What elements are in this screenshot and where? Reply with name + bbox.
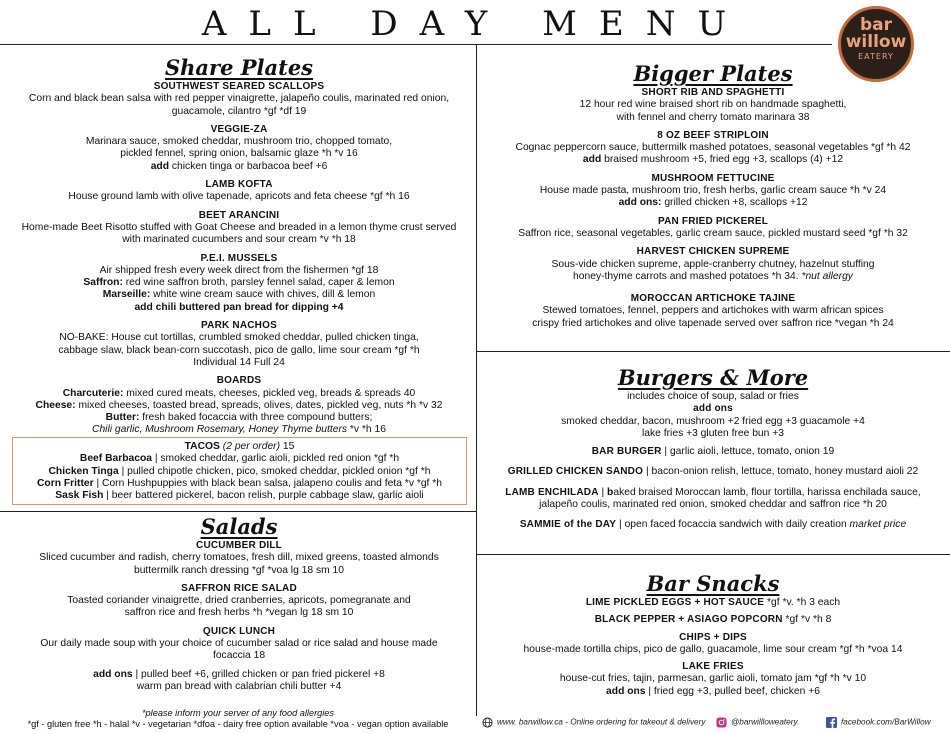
add-label: add — [150, 160, 170, 172]
item-desc — [4, 424, 474, 436]
item-name: SAMMIE of the DAY — [519, 519, 617, 531]
item-name: MOROCCAN ARTICHOKE TAJINE — [630, 293, 796, 305]
instagram-text: @barwillloweatery. — [731, 717, 800, 727]
item-desc: buttermilk ranch dressing *gf *voa lg 18 sm 10 — [133, 564, 345, 576]
nut-allergy-note: *nut allergy — [801, 270, 853, 282]
share-plates-heading: Share Plates — [164, 55, 314, 80]
menu-item-harvest-chicken — [478, 246, 948, 283]
burgers-section — [478, 365, 948, 538]
item-desc: Corn and black bean salsa with red pepper vinaigrette, jalapeño coulis, marinated red onion, — [28, 93, 450, 105]
add-ons-label: add ons — [93, 668, 133, 680]
item-desc: cabbage slaw, black bean-corn succotash, pico de gallo, lime sour cream *gf *h — [58, 344, 420, 356]
salads-section — [4, 514, 474, 699]
column-divider — [476, 44, 477, 716]
item-name: CUCUMBER DILL — [196, 540, 282, 551]
instagram-link[interactable] — [716, 717, 799, 728]
menu-item-lamb-enchilada — [478, 487, 948, 512]
tacos-name: TACOS — [184, 441, 220, 452]
item-desc: *gf *v *h 8 — [782, 614, 832, 626]
item-name: VEGGIE-ZA — [210, 123, 268, 135]
menu-item-artichoke-tajine — [478, 293, 948, 330]
add-label: add — [582, 154, 602, 166]
item-name: BOARDS — [216, 375, 262, 387]
add-ons-text: smoked cheddar, bacon, mushroom +2 fried egg +3 guacamole +4 — [561, 415, 865, 427]
item-name: QUICK LUNCH — [202, 625, 276, 637]
intro-text: includes choice of soup, salad or fries — [627, 391, 799, 402]
cheese-label: Cheese: — [35, 399, 76, 411]
marseille-text: white wine cream sauce with chives, dill & lemon — [150, 289, 376, 301]
item-desc: guacamole, cilantro *gf *df 19 — [171, 105, 307, 117]
charcuterie-text: mixed cured meats, cheeses, pickled veg, breads & spreads 40 — [123, 387, 416, 399]
item-desc — [4, 161, 474, 173]
item-desc: house-made tortilla chips, pico de gallo, guacamole, lime sour cream *gf *h *voa 14 — [523, 643, 903, 655]
item-desc — [4, 289, 474, 301]
item-desc — [4, 412, 474, 424]
add-ons-text: lake fries +3 gluten free bun +3 — [642, 427, 784, 439]
separator: | — [598, 486, 608, 498]
menu-item-lake-fries — [478, 661, 948, 698]
item-name: BLACK PEPPER + ASIAGO POPCORN — [594, 614, 783, 626]
item-desc: Home-made Beet Risotto stuffed with Goat Cheese and breaded in a lemon thyme crust served — [21, 221, 457, 233]
item-desc: House made pasta, mushroom trio, fresh herbs, garlic cream sauce *h *v 24 — [539, 185, 887, 197]
item-desc: with fennel and cherry tomato marinara 38 — [616, 111, 810, 123]
item-name: GRILLED CHICKEN SANDO — [507, 466, 644, 478]
item-desc: | garlic aioli, lettuce, tomato, onion 19 — [661, 446, 835, 458]
add-ons-text: warm pan bread with calabrian chili butter +4 — [136, 680, 342, 692]
saffron-label: Saffron: — [83, 277, 123, 289]
salad-add-ons — [4, 669, 474, 694]
charcuterie-label: Charcuterie: — [62, 387, 124, 399]
facebook-text: facebook.com/BarWillow — [841, 717, 931, 727]
item-desc: aked braised Moroccan lamb, flour tortilla, harissa enchilada sauce, — [613, 486, 921, 498]
item-name: P.E.I. MUSSELS — [200, 252, 278, 264]
item-name: LIME PICKLED EGGS + HOT SAUCE — [585, 597, 765, 608]
menu-item-short-rib — [478, 87, 948, 124]
taco-desc: | Corn Hushpuppies with black bean salsa, jalapeno coulis and feta *v *gf *h — [93, 477, 443, 489]
right-section-divider-2 — [477, 554, 950, 555]
item-desc: Individual 14 Full 24 — [193, 356, 285, 368]
item-desc — [4, 277, 474, 289]
item-desc: saffron rice and fresh herbs *h *vegan lg 18 sm 10 — [124, 607, 354, 619]
item-name: SOUTHWEST SEARED SCALLOPS — [153, 81, 325, 92]
item-desc: with marinated cucumbers and sour cream *v *h 18 — [122, 234, 356, 246]
left-section-divider — [0, 511, 476, 512]
bar-snacks-heading: Bar Snacks — [646, 571, 780, 596]
item-name: LAKE FRIES — [682, 661, 744, 673]
instagram-icon — [716, 717, 727, 728]
logo-line-2: willow — [845, 32, 907, 52]
menu-item-pan-fried-pickerel — [478, 216, 948, 241]
item-desc: Saffron rice, seasonal vegetables, garlic cream sauce, pickled mustard seed *gf *h 32 — [518, 227, 908, 239]
item-name: 8 OZ BEEF STRIPLOIN — [657, 129, 769, 141]
item-name: PARK NACHOS — [201, 320, 277, 332]
item-desc: focaccia 18 — [212, 650, 266, 662]
taco-name: Corn Fritter — [36, 477, 94, 489]
menu-item-cucumber-dill — [4, 540, 474, 577]
facebook-link[interactable] — [826, 717, 931, 728]
marseille-label: Marseille: — [102, 289, 151, 301]
taco-desc: | pulled chipotle chicken, pico, smoked cheddar, pickled onion *gf *h — [118, 465, 431, 477]
market-price: market price — [849, 519, 907, 531]
item-desc: Air shipped fresh every week direct from the fishermen *gf 18 — [99, 264, 379, 276]
top-divider — [0, 44, 832, 45]
bar-snacks-section — [478, 571, 948, 704]
menu-item-pickled-eggs — [478, 597, 948, 609]
taco-desc: | beer battered pickerel, bacon relish, purple cabbage slaw, garlic aioli — [103, 490, 424, 502]
tacos-price: 15 — [280, 441, 295, 452]
item-desc: house-cut fries, tajin, parmesan, garlic aioli, tomato jam *gf *h *v 10 — [559, 673, 867, 685]
menu-item-saffron-rice-salad — [4, 583, 474, 620]
burgers-intro — [478, 391, 948, 440]
allergy-notice: *please inform your server of any food allergies — [141, 708, 334, 718]
item-desc: pickled fennel, spring onion, balsamic glaze *h *v 16 — [120, 148, 358, 160]
bold-letter: b — [607, 486, 614, 498]
add-ons-label: add ons: — [618, 197, 662, 209]
item-desc — [4, 302, 474, 314]
butter-price: *v *h 16 — [347, 424, 386, 436]
add-text: grilled chicken +8, scallops +12 — [661, 197, 808, 209]
add-ons-label: add ons — [693, 403, 733, 415]
menu-item-mushroom-fettucine — [478, 173, 948, 210]
butter-label: Butter: — [105, 412, 140, 424]
item-name: LAMB ENCHILADA — [505, 486, 599, 498]
diet-legend: *gf - gluten free *h - halal *v - vegetarian *dfoa - dairy free option available *voa - vegan option available — [27, 719, 449, 729]
item-desc: honey-thyme carrots and mashed potatoes *h 34. — [573, 270, 802, 282]
item-name: MUSHROOM FETTUCINE — [651, 172, 775, 184]
burgers-heading: Burgers & More — [617, 365, 809, 390]
item-desc: Our daily made soup with your choice of cucumber salad or rice salad and house made — [40, 638, 438, 650]
item-desc — [4, 388, 474, 400]
item-name: LAMB KOFTA — [205, 179, 273, 191]
item-desc: NO-BAKE: House cut tortillas, crumbled smoked cheddar, pulled chicken tinga, — [59, 332, 419, 344]
menu-item-mussels — [4, 253, 474, 314]
item-desc: | open faced focaccia sandwich with daily creation — [616, 519, 850, 531]
taco-row — [13, 478, 466, 490]
butter-flavours: Chili garlic, Mushroom Rosemary, Honey Thyme butters — [92, 424, 348, 436]
add-bread-text: add chili buttered pan bread for dipping +4 — [134, 301, 344, 313]
add-text: braised mushroom +5, fried egg +3, scallops (4) +12 — [601, 154, 844, 166]
taco-row — [13, 466, 466, 478]
taco-row — [13, 490, 466, 502]
taco-desc: | smoked cheddar, garlic aioli, pickled red onion *gf *h — [152, 453, 400, 465]
saffron-text: red wine saffron broth, parsley fennel salad, caper & lemon — [122, 277, 395, 289]
bigger-plates-heading: Bigger Plates — [633, 61, 793, 86]
menu-item-veggie-za — [4, 124, 474, 173]
menu-item-popcorn — [478, 614, 948, 626]
item-desc: *gf *v. *h 3 each — [764, 597, 841, 608]
taco-row — [13, 453, 466, 465]
add-text: | fried egg +3, pulled beef, chicken +6 — [645, 685, 820, 697]
add-ons-text: | pulled beef +6, grilled chicken or pan fried pickerel +8 — [132, 668, 385, 680]
menu-item-boards — [4, 375, 474, 436]
menu-item-striploin — [478, 130, 948, 167]
item-desc: crispy fried artichokes and olive tapenade served over saffron rice *vegan *h 24 — [532, 317, 894, 329]
allergy-notes — [0, 708, 476, 730]
item-desc: Marinara sauce, smoked cheddar, mushroom trio, chopped tomato, — [85, 136, 393, 148]
item-desc: | bacon-onion relish, lettuce, tomato, honey mustard aioli 22 — [643, 466, 919, 478]
globe-icon — [482, 717, 493, 728]
item-desc: Sliced cucumber and radish, cherry tomatoes, fresh dill, mixed greens, toasted almonds — [39, 552, 439, 564]
item-desc: Stewed tomatoes, fennel, peppers and artichokes with warm african spices — [542, 305, 884, 317]
item-name: SAFFRON RICE SALAD — [181, 582, 297, 594]
right-section-divider-1 — [477, 351, 950, 352]
item-name: CHIPS + DIPS — [679, 631, 747, 643]
item-desc: Sous-vide chicken supreme, apple-cranberry chutney, hazelnut stuffing — [551, 258, 875, 270]
menu-item-beet-arancini — [4, 210, 474, 247]
taco-name: Beef Barbacoa — [79, 453, 152, 465]
item-desc: jalapeño coulis, marinated red onion, smoked cheddar and saffron rice *h 20 — [539, 499, 887, 511]
menu-item-chicken-sando — [478, 466, 948, 478]
item-desc: House ground lamb with olive tapenade, apricots and feta cheese *gf *h 16 — [68, 191, 410, 203]
website-text: www. barwillow.ca - Online ordering for takeout & delivery — [497, 717, 706, 727]
website-link[interactable] — [482, 717, 705, 728]
menu-item-park-nachos — [4, 320, 474, 369]
logo-line-1: bar — [859, 15, 893, 35]
item-desc: Cognac peppercorn sauce, buttermilk mashed potatoes, seasonal vegetables *gf *h 42 — [515, 142, 911, 154]
taco-name: Chicken Tinga — [48, 465, 119, 477]
share-plates-section — [4, 55, 474, 443]
menu-item-quick-lunch — [4, 626, 474, 663]
salads-heading: Salads — [200, 514, 278, 539]
item-desc: 12 hour red wine braised short rib on handmade spaghetti, — [579, 99, 847, 111]
item-name: HARVEST CHICKEN SUPREME — [636, 246, 790, 258]
item-name: BEET ARANCINI — [198, 209, 280, 221]
menu-item-lamb-kofta — [4, 179, 474, 204]
add-text: chicken tinga or barbacoa beef +6 — [169, 160, 328, 172]
logo-line-3: EATERY — [858, 52, 894, 61]
tacos-note: (2 per order) — [222, 441, 281, 452]
menu-item-bar-burger — [478, 446, 948, 458]
menu-item-chips-dips — [478, 632, 948, 657]
item-name: SHORT RIB AND SPAGHETTI — [641, 87, 785, 98]
facebook-icon — [826, 717, 837, 728]
item-desc — [4, 400, 474, 412]
cheese-text: mixed cheeses, toasted bread, spreads, olives, dates, pickled veg, nuts *h *v 32 — [75, 399, 443, 411]
menu-title: ALL DAY MENU — [201, 4, 749, 44]
item-name: BAR BURGER — [591, 446, 662, 458]
item-name: PAN FRIED PICKEREL — [657, 215, 769, 227]
butter-text: fresh baked focaccia with three compound butters; — [139, 412, 373, 424]
bigger-plates-section — [478, 61, 948, 336]
tacos-box — [12, 437, 467, 505]
taco-name: Sask Fish — [55, 490, 104, 502]
add-ons-label: add ons — [606, 685, 646, 697]
item-desc: Toasted coriander vinaigrette, dried cranberries, apricots, pomegranate and — [67, 595, 411, 607]
menu-item-sammie — [478, 519, 948, 531]
menu-item-scallops — [4, 81, 474, 118]
